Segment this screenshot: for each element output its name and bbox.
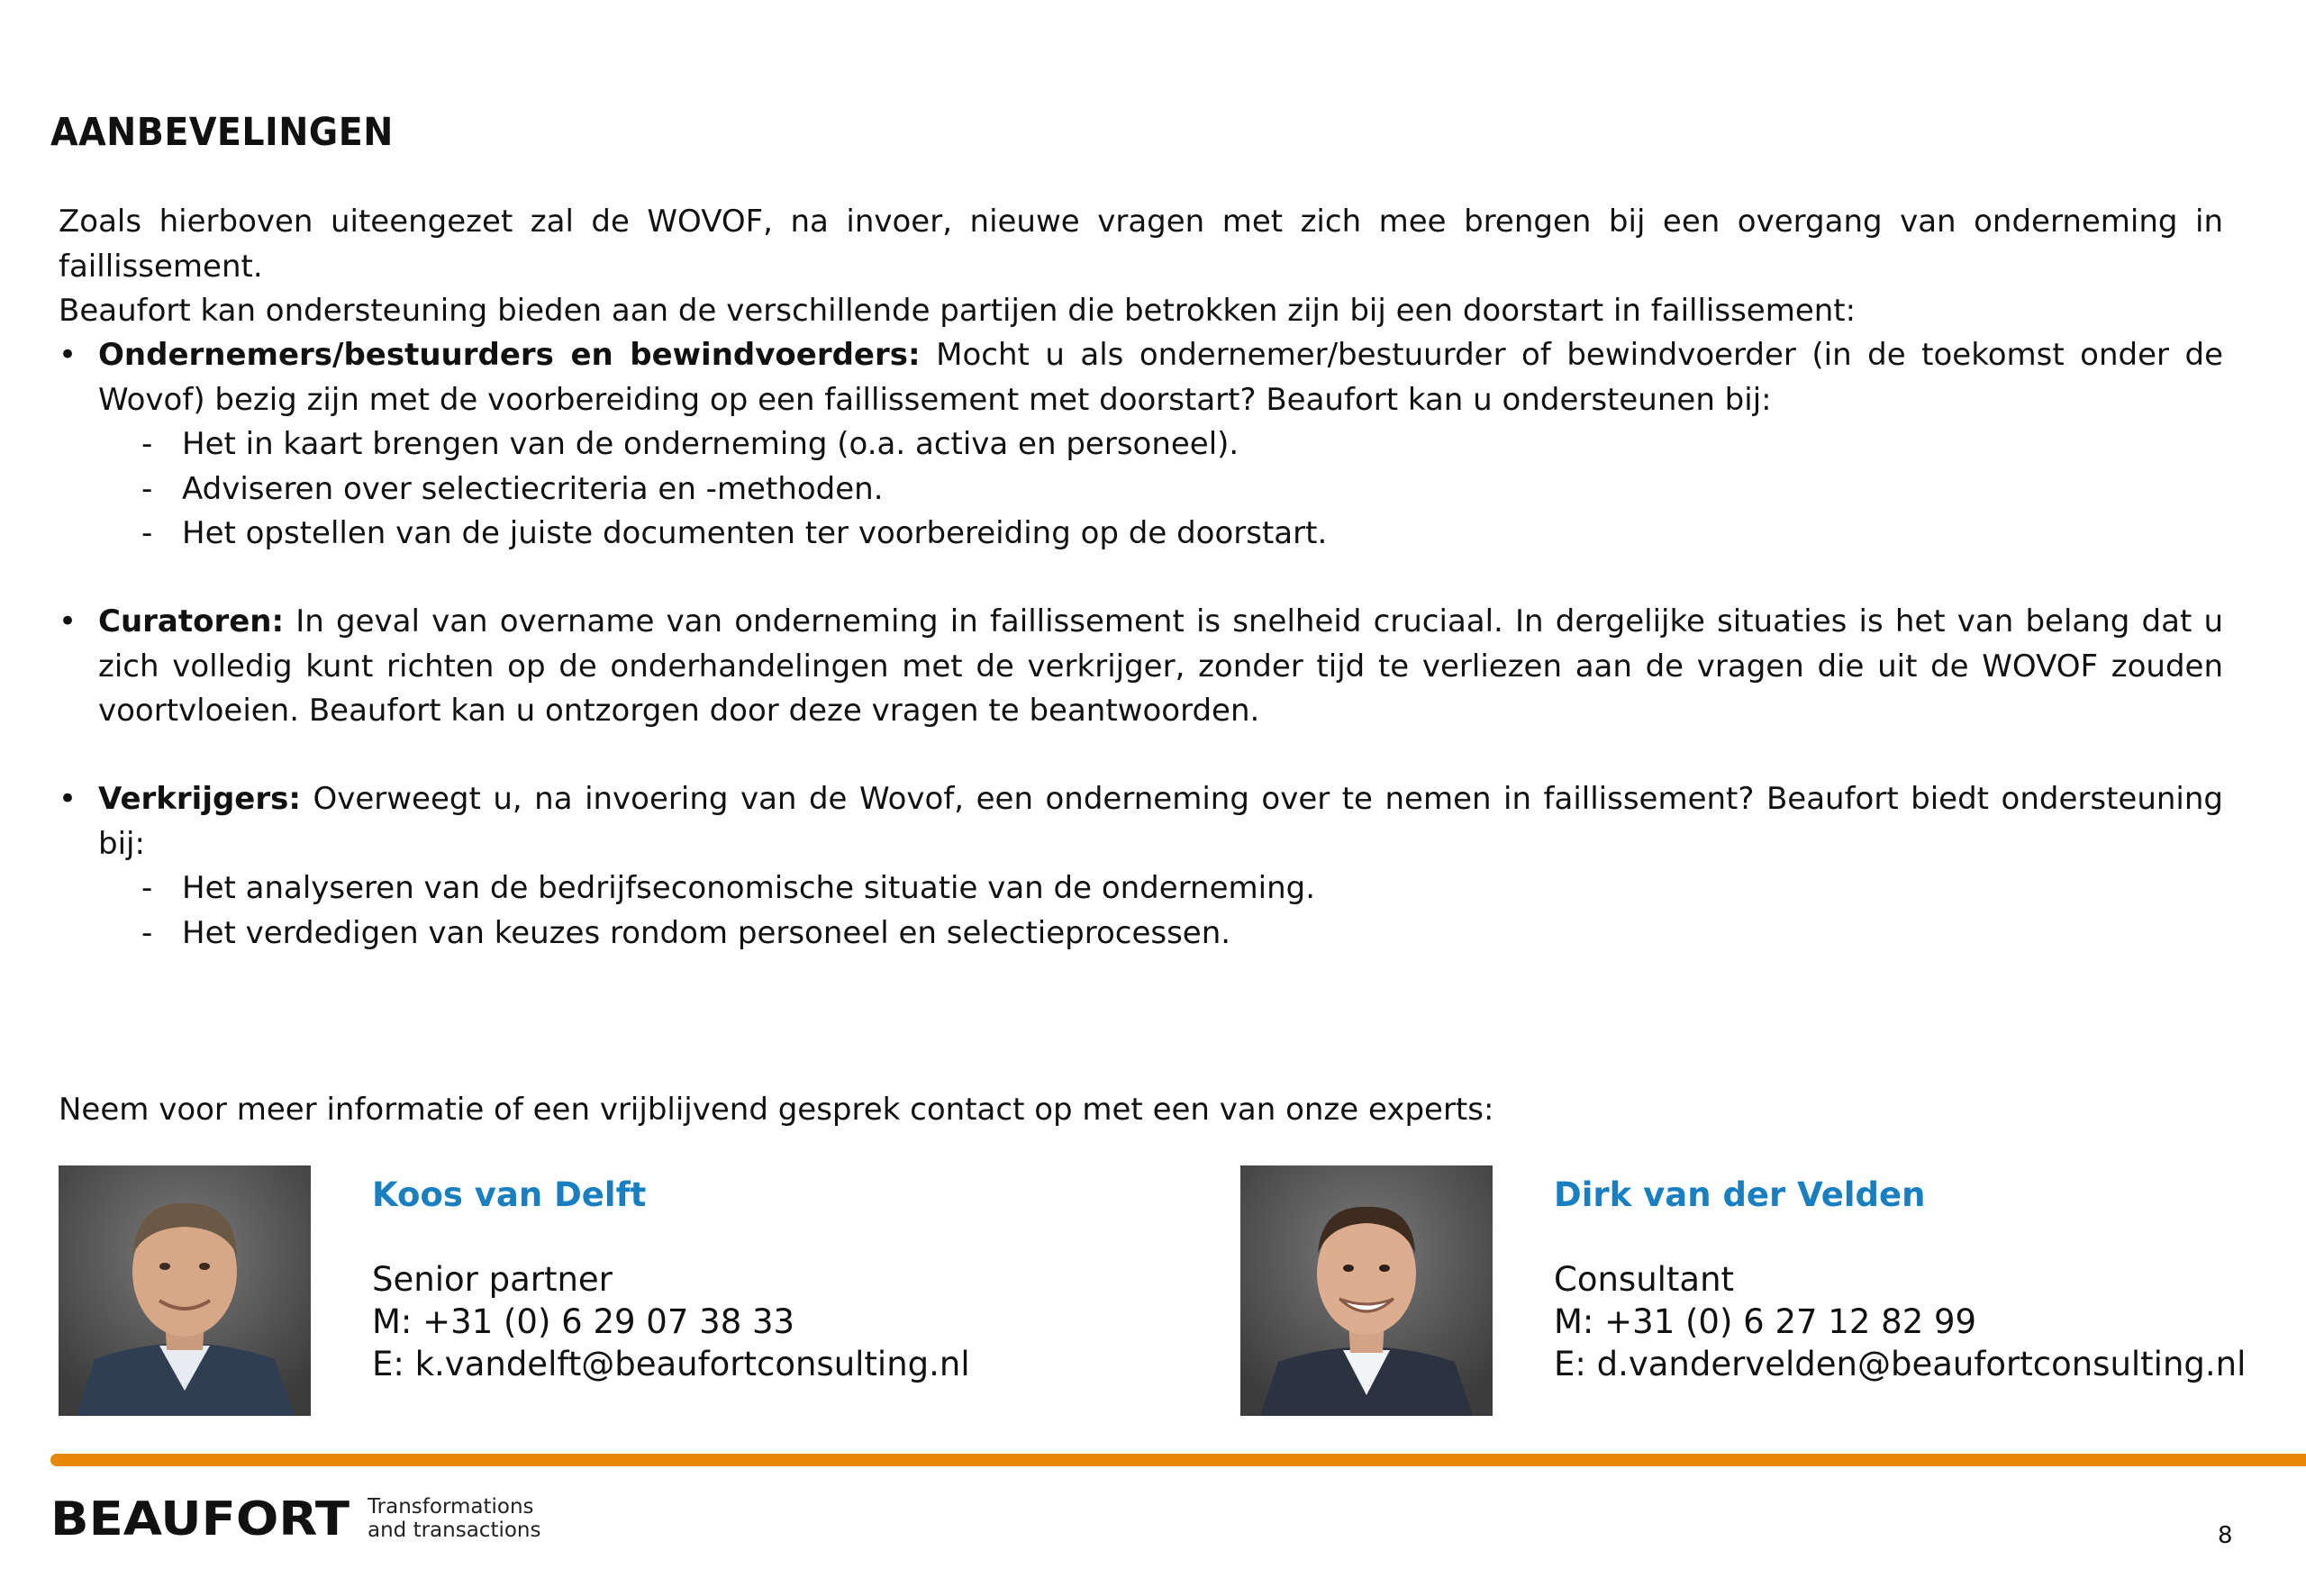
- footer-divider: [50, 1454, 2306, 1466]
- contact-card: [372, 1174, 970, 1385]
- dash-symbol: -: [141, 426, 153, 462]
- contact-email: E: d.vandervelden@beaufortconsulting.nl: [1554, 1345, 2247, 1383]
- bullet-lead: Ondernemers/bestuurders en bewindvoerders:: [98, 337, 921, 373]
- bullet-item: [59, 333, 2223, 422]
- sub-item-text: Adviseren over selectiecriteria en -methoden.: [182, 470, 884, 507]
- contact-name: Koos van Delft: [372, 1175, 647, 1214]
- sub-item: [59, 866, 2223, 911]
- bullet-item: [59, 777, 2223, 866]
- dash-symbol: -: [141, 870, 153, 906]
- bullet-lead: Verkrijgers:: [98, 781, 301, 817]
- portrait-illustration: [1240, 1165, 1493, 1416]
- bullet-symbol: •: [59, 337, 77, 373]
- contact-email: E: k.vandelft@beaufortconsulting.nl: [372, 1345, 970, 1383]
- dash-symbol: -: [141, 515, 153, 551]
- sub-item: [59, 422, 2223, 467]
- page-number: 8: [2218, 1522, 2233, 1549]
- bullet-symbol: •: [59, 781, 77, 817]
- sub-item: [59, 512, 2223, 557]
- beaufort-logo: [50, 1495, 352, 1540]
- contact-card: [1554, 1174, 2246, 1385]
- sub-item-text: Het opstellen van de juiste documenten ter voorbereiding op de doorstart.: [182, 515, 1328, 551]
- sub-item-text: Het in kaart brengen van de onderneming (o.a. activa en personeel).: [182, 426, 1239, 462]
- section-verkrijgers: [59, 777, 2223, 956]
- bullet-lead: Curatoren:: [98, 603, 285, 639]
- dash-symbol: -: [141, 470, 153, 507]
- bullet-text: Overweegt u, na invoering van de Wovof, een onderneming over te nemen in faillissement? Beaufort biedt ondersteuning bij:: [98, 781, 2223, 862]
- sub-item: [59, 467, 2223, 512]
- section-ondernemers: [59, 333, 2223, 557]
- sub-item: [59, 911, 2223, 957]
- bullet-text: In geval van overname van onderneming in faillissement is snelheid cruciaal. In dergelijke situaties is het van belang dat u zich volledig kunt richten op de onderhandelingen met de verkrijger, zonder tijd te verliezen aan de vragen die uit de WOVOF zouden voortvloeien. Beaufort kan u ontzorgen door deze vragen te beantwoorden.: [98, 603, 2223, 729]
- tagline-line: and transactions: [368, 1519, 541, 1542]
- intro-line: Zoals hierboven uiteengezet zal de WOVOF, na invoer, nieuwe vragen met zich mee brengen bij een overgang van onderneming in faillissement.: [59, 204, 2223, 285]
- portrait-illustration: [59, 1165, 311, 1416]
- tagline-line: Transformations: [368, 1495, 534, 1519]
- dash-symbol: -: [141, 914, 153, 951]
- bullet-symbol: •: [59, 603, 77, 639]
- intro-line: Beaufort kan ondersteuning bieden aan de verschillende partijen die betrokken zijn bij een doorstart in faillissement:: [59, 293, 1857, 329]
- portrait-photo: [1240, 1165, 1493, 1416]
- sub-item-text: Het verdedigen van keuzes rondom personeel en selectieprocessen.: [182, 914, 1231, 951]
- footer-tagline: [368, 1495, 541, 1542]
- section-curatoren: [59, 600, 2223, 734]
- portrait-photo: [59, 1165, 311, 1416]
- contact-name: Dirk van der Velden: [1554, 1175, 1926, 1214]
- intro-paragraph: [59, 200, 2223, 334]
- logo-text: BEAUFORT: [50, 1495, 350, 1540]
- contact-role: Senior partner: [372, 1260, 613, 1299]
- contact-phone: M: +31 (0) 6 27 12 82 99: [1554, 1302, 1977, 1341]
- contact-role: Consultant: [1554, 1260, 1735, 1299]
- contact-phone: M: +31 (0) 6 29 07 38 33: [372, 1302, 795, 1341]
- bullet-item: [59, 600, 2223, 734]
- page-title: AANBEVELINGEN: [50, 110, 394, 155]
- bullet-text: Mocht u als ondernemer/bestuurder of bewindvoerder (in de toekomst onder de Wovof) bezig zijn met de voorbereiding op een faillissement met doorstart? Beaufort kan u ondersteunen bij:: [98, 337, 2224, 418]
- contact-intro: Neem voor meer informatie of een vrijblijvend gesprek contact op met een van onze experts:: [59, 1092, 1494, 1128]
- sub-item-text: Het analyseren van de bedrijfseconomische situatie van de onderneming.: [182, 870, 1316, 906]
